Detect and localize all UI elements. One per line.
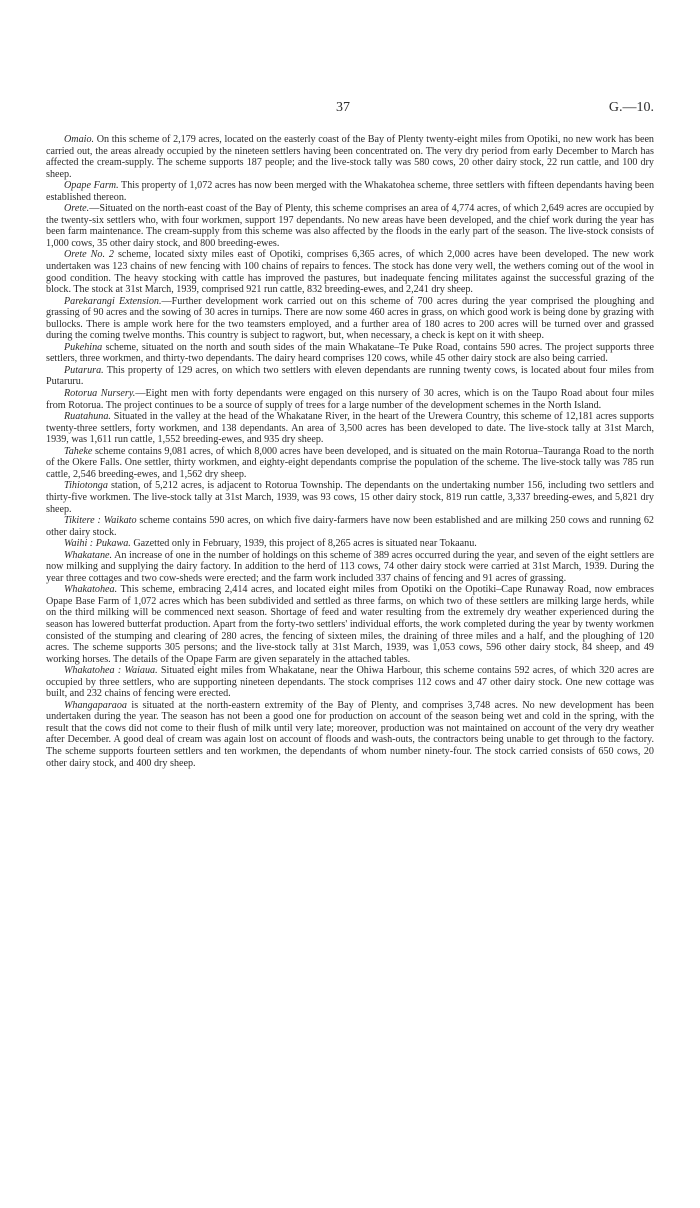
scheme-name: Ruatahuna.: [64, 411, 111, 423]
paragraph-orete: [46, 203, 654, 249]
paragraph-text: An increase of one in the number of holdings on this scheme of 389 acres occurred during the year, and seven of the eight settlers are now milking and supplying the dairy factory. In addition to the herd of 113 cows, 74 other dairy stock were carried at 31st March, 1939. During the year three cottages and two cow-sheds were erected; and the farm work included 337 chains of fencing and 91 acres of grassing.: [46, 549, 654, 584]
paragraph-ruatahuna: [46, 411, 654, 446]
scheme-name: Tikitere : Waikato: [64, 515, 137, 527]
scheme-name: Parekarangi Extension.: [64, 295, 162, 307]
scheme-name: Whakatane.: [64, 549, 113, 561]
paragraph-tihiotonga: [46, 480, 654, 515]
scheme-name: Tihiotonga: [64, 480, 108, 492]
paragraph-text: Situated eight miles from Whakatane, near the Ohiwa Harbour, this scheme contains 592 acres, of which 320 acres are occupied by three settlers, who are supporting nineteen dependants. The stock comprises 112 cows and 47 other dairy stock. One new cottage was built, and 232 chains of fencing were erected.: [46, 665, 654, 700]
paragraph-text: Gazetted only in February, 1939, this project of 8,265 acres is situated near Tokaanu.: [130, 538, 477, 550]
paragraph-text: station, of 5,212 acres, is adjacent to Rotorua Township. The dependants on the undertaking number 156, including two settlers and thirty-five workmen. The live-stock tally at 31st March, 1939, was 93 cows, 15 other dairy stock, 819 run cattle, 3,337 breeding-ewes, and 5,821 dry sheep.: [46, 480, 654, 515]
scheme-name: Rotorua Nursery.: [64, 388, 136, 400]
paragraph-text: Situated in the valley at the head of the Whakatane River, in the heart of the Urewera Country, this scheme of 12,181 acres supports twenty-three settlers, forty workmen, and 138 dependants. An area of 3,500 acres has been developed to date. The live-stock tally at 31st March, 1939, was 1,611 run cattle, 1,552 breeding-ewes, and 935 dry sheep.: [46, 411, 654, 446]
document-reference: G.—10.: [608, 100, 654, 115]
scheme-name: Whakatohea.: [64, 584, 118, 596]
scheme-name: Orete No. 2: [64, 249, 114, 261]
scheme-name: Orete.: [64, 203, 90, 215]
page-header: [46, 100, 654, 120]
scheme-name: Omaio.: [64, 134, 95, 145]
paragraph-tikitere-waikato: [46, 515, 654, 538]
paragraph-whakatohea-waiaua: [46, 665, 654, 700]
paragraph-whakatohea: [46, 584, 654, 665]
scheme-name: Waihi : Pukawa.: [64, 538, 131, 550]
paragraph-orete-no-2: [46, 249, 654, 295]
paragraph-putarura: [46, 365, 654, 388]
paragraph-text: scheme, located sixty miles east of Opotiki, comprises 6,365 acres, of which 2,000 acres have been developed. The new work undertaken was 123 chains of new fencing with 100 chains of repairs to fences. The stock has done very well, the wethers coming out of the wool in good condition. The heavy stocking with cattle has improved the pastures, but inadequate fencing militates against the successful grazing of the block. The stock at 31st March, 1939, comprised 921 run cattle, 832 breeding-ewes, and 2,241 dry sheep.: [46, 249, 654, 296]
paragraph-text: is situated at the north-eastern extremity of the Bay of Plenty, and comprises 3,748 acres. No new development has been undertaken during the year. The season has not been a good one for production on account of the season being wet and cold in the spring, with the result that the cows did not come to their flush of milk until very late; moreover, production was not maintained on account of the very dry weather after December. A good deal of cream was again lost on account of floods and wash-outs, the contractors being unable to get through to the factory. The scheme supports fourteen settlers and ten workmen, the dependants of whom number ninety-four. The stock carried consists of 650 cows, 20 other dairy stock, and 400 dry sheep.: [46, 699, 654, 769]
scheme-name: Taheke: [64, 445, 93, 457]
paragraph-rotorua-nursery: [46, 388, 654, 411]
paragraph-parekarangi-extension: [46, 296, 654, 342]
paragraph-whangaparaoa: [46, 700, 654, 769]
paragraph-text: —Eight men with forty dependants were engaged on this nursery of 30 acres, which is on the Taupo Road about four miles from Rotorua. The project continues to be a source of supply of trees for a large number of the development schemes in the North Island.: [46, 388, 654, 411]
scheme-name: Whakatohea : Waiaua.: [64, 665, 158, 677]
paragraph-text: —Further development work carried out on this scheme of 700 acres during the year comprised the ploughing and grassing of 90 acres and the sowing of 30 acres in turnips. There are now some 460 acres in grass, on which good work is being done by grazing with bullocks. There is ample work here for the two teamsters employed, and a further area of 180 acres to 200 acres will be turned over and grassed during the coming twelve months. This country is subject to ragwort, but, when necessary, a check is kept on it with sheep.: [46, 295, 655, 342]
paragraph-text: —Situated on the north-east coast of the Bay of Plenty, this scheme comprises an area of 4,774 acres, of which 2,649 acres are occupied by the twenty-six settlers who, with four workmen, support 197 dependants. No new areas have been developed, and the chief work during the year has been farm maintenance. The cream-supply from this scheme was also affected by the floods in the early part of the season. The live-stock consists of 1,000 cows, 35 other dairy stock, and 800 breeding-ewes.: [46, 203, 654, 249]
paragraph-text: scheme contains 590 acres, on which five dairy-farmers have now been established and are milking 250 cows and running 62 other dairy stock.: [46, 515, 654, 538]
paragraph-text: On this scheme of 2,179 acres, located on the easterly coast of the Bay of Plenty twenty-eight miles from Opotiki, no new work has been carried out, the areas already occupied by the nineteen settlers having been concentrated on. The very dry period from early December to March has affected the cream-supply. The scheme supports 187 people; and the live-stock tally was 580 cows, 20 other dairy stock, 22 run cattle, and 100 dry sheep.: [46, 134, 654, 180]
scheme-name: Whangaparaoa: [64, 699, 127, 711]
paragraph-text: This scheme, embracing 2,414 acres, and located eight miles from Opotiki on the Opotiki–Cape Runaway Road, now embraces Opape Base Farm of 1,072 acres which has been subdivided and settled as three farms, on which two of these settlers are milking large herds, while on the third milking will be commenced next season. Shortage of feed and water resulting from the extremely dry weather experienced during the season has lowered butterfat production. Apart from the forty-two settlers' individual efforts, the work completed during the year by twenty workmen consisted of the stumping and clearing of 280 acres, the fencing of sixteen miles, the draining of three miles and a half, and the ploughing of 120 acres. The scheme supports 305 persons; and the live-stock tally at 31st March, 1939, was 1,053 cows, 596 other dairy stock, 84 sheep, and 49 working horses. The details of the Opape Farm are given separately in the attached tables.: [46, 584, 654, 665]
paragraph-text: scheme, situated on the north and south sides of the main Whakatane–Te Puke Road, contains 590 acres. The project supports three settlers, three workmen, and thirty-two dependants. The dairy heard comprises 120 cows, while 45 other dairy stock are also being carried.: [46, 341, 654, 365]
body-text: [46, 134, 654, 769]
page-number: 37: [336, 100, 350, 115]
paragraph-omaio: [46, 134, 654, 180]
paragraph-text: scheme contains 9,081 acres, of which 8,000 acres have been developed, and is situated on the main Rotorua–Tauranga Road to the north of the Okere Falls. One settler, thirty workmen, and eighty-eight dependants comprise the population of the scheme. The live-stock tally was 785 run cattle, 2,546 breeding-ewes, and 1,562 dry sheep.: [46, 445, 654, 480]
paragraph-waihi-pukawa: [46, 538, 654, 550]
paragraph-text: This property of 129 acres, on which two settlers with eleven dependants are running twenty cows, is located about four miles from Putaruru.: [46, 364, 654, 388]
paragraph-pukehina: [46, 342, 654, 365]
scheme-name: Putarura.: [64, 364, 104, 376]
scheme-name: Pukehina: [64, 341, 103, 353]
paragraph-taheke: [46, 446, 654, 481]
paragraph-whakatane: [46, 550, 654, 585]
paragraph-opape-farm: [46, 180, 654, 203]
paragraph-text: This property of 1,072 acres has now been merged with the Whakatohea scheme, three settlers with fifteen dependants having been established thereon.: [46, 180, 655, 203]
scheme-name: Opape Farm.: [64, 180, 119, 192]
